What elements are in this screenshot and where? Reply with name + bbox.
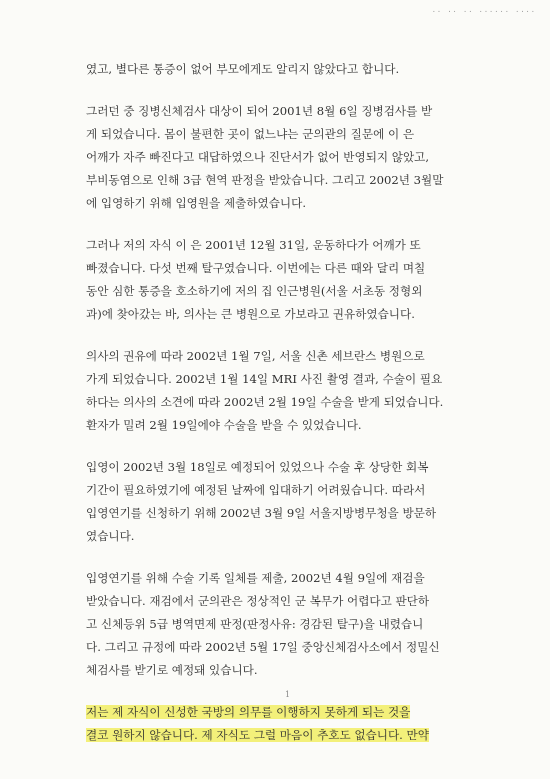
line-text: 그러나 저의 자식 이 은 2001년 12월 31일, 운동하다가 어깨가 또	[86, 238, 421, 252]
line-text: 였고, 별다른 통증이 없어 부모에게도 알리지 않았다고 합니다.	[86, 62, 400, 76]
line-text: 입영이 2002년 3월 18일로 예정되어 있었으나 수술 후 상당한 회복	[86, 460, 429, 474]
line-text: 그러던 중 징병신체검사 대상이 되어 2001년 8월 6일 징병검사를 받	[86, 104, 433, 118]
text-line	[86, 280, 506, 303]
text-line	[86, 525, 506, 548]
line-text: 하다는 의사의 소견에 따라 2002년 2월 19일 수술을 받게 되었습니다.	[86, 395, 444, 409]
line-text: 환자가 밀려 2월 19일에야 수술을 받을 수 있었습니다.	[86, 418, 362, 432]
text-line	[86, 659, 506, 682]
paragraph	[86, 701, 506, 747]
text-line	[86, 303, 506, 326]
paragraph-gap	[86, 215, 506, 234]
line-text: 고 신체등위 5급 병역면제 판정(판정사유: 경감된 탈구)을 내렸습니	[86, 617, 424, 631]
text-line	[86, 701, 506, 724]
text-line	[86, 613, 506, 636]
text-line	[86, 456, 506, 479]
line-text: 가게 되었습니다. 2002년 1월 14일 MRI 사진 촬영 결과, 수술이 필요	[86, 372, 443, 386]
fax-header-mark: ·· ·· ·· ······ ····	[431, 8, 536, 16]
text-line	[86, 169, 506, 192]
paragraph-gap	[86, 437, 506, 456]
text-line	[86, 391, 506, 414]
line-text: 어깨가 자주 빠진다고 대답하였으나 진단서가 없어 반영되지 않았고,	[86, 150, 430, 164]
text-line	[86, 257, 506, 280]
paragraph	[86, 456, 506, 548]
text-line	[86, 123, 506, 146]
text-line	[86, 146, 506, 169]
line-text: 체검사를 받기로 예정돼 있습니다.	[86, 663, 258, 677]
text-line	[86, 567, 506, 590]
text-line	[86, 192, 506, 215]
line-text: 동안 심한 통증을 호소하기에 저의 집 인근병원(서울 서초동 정형외	[86, 284, 423, 298]
text-line	[86, 724, 506, 747]
text-line	[86, 58, 506, 81]
line-text: 입영연기를 신청하기 위해 2002년 3월 9일 서울지방병무청을 방문하	[86, 506, 437, 520]
paragraph	[86, 100, 506, 215]
text-line	[86, 234, 506, 257]
line-text: 부비동염으로 인해 3급 현역 판정을 받았습니다. 그리고 2002년 3월말	[86, 173, 444, 187]
document-body	[86, 58, 506, 747]
paragraph	[86, 234, 506, 326]
line-text: 다. 그리고 규정에 따라 2002년 5월 17일 중앙신체검사소에서 정밀신	[86, 640, 440, 654]
paragraph-gap	[86, 326, 506, 345]
line-text: 였습니다.	[86, 529, 135, 543]
line-text: 빠졌습니다. 다섯 번째 탈구였습니다. 이번에는 다른 때와 달리 며칠	[86, 261, 426, 275]
paragraph	[86, 345, 506, 437]
text-line	[86, 479, 506, 502]
text-line	[86, 502, 506, 525]
line-text: 받았습니다. 재검에서 군의관은 정상적인 군 복무가 어렵다고 판단하	[86, 594, 430, 608]
text-line	[86, 590, 506, 613]
text-line	[86, 636, 506, 659]
text-line	[86, 345, 506, 368]
paragraph-gap	[86, 682, 506, 701]
paragraph-gap	[86, 548, 506, 567]
line-text: 과)에 찾아갔는 바, 의사는 큰 병원으로 가보라고 권유하였습니다.	[86, 307, 415, 321]
line-text: 기간이 필요하였기에 예정된 날짜에 입대하기 어려웠습니다. 따라서	[86, 483, 426, 497]
paragraph-gap	[86, 81, 506, 100]
line-text: 의사의 권유에 따라 2002년 1월 7일, 서울 신촌 세브란스 병원으로	[86, 349, 425, 363]
line-text: 입영연기를 위해 수술 기록 일체를 제출, 2002년 4월 9일에 재검을	[86, 571, 425, 585]
line-text: 게 되었습니다. 몸이 불편한 곳이 없느냐는 군의관의 질문에 이 은	[86, 127, 415, 141]
highlighted-text: 결코 원하지 않습니다. 제 자식도 그럴 마음이 추호도 없습니다. 만약	[86, 728, 429, 742]
line-text: 에 입영하기 위해 입영원을 제출하였습니다.	[86, 196, 307, 210]
text-line	[86, 368, 506, 391]
text-line	[86, 414, 506, 437]
paragraph	[86, 58, 506, 81]
highlighted-text: 저는 제 자식이 신성한 국방의 의무를 이행하지 못하게 되는 것을	[86, 705, 411, 719]
paragraph	[86, 567, 506, 682]
text-line	[86, 100, 506, 123]
page-number: 1	[285, 690, 291, 699]
